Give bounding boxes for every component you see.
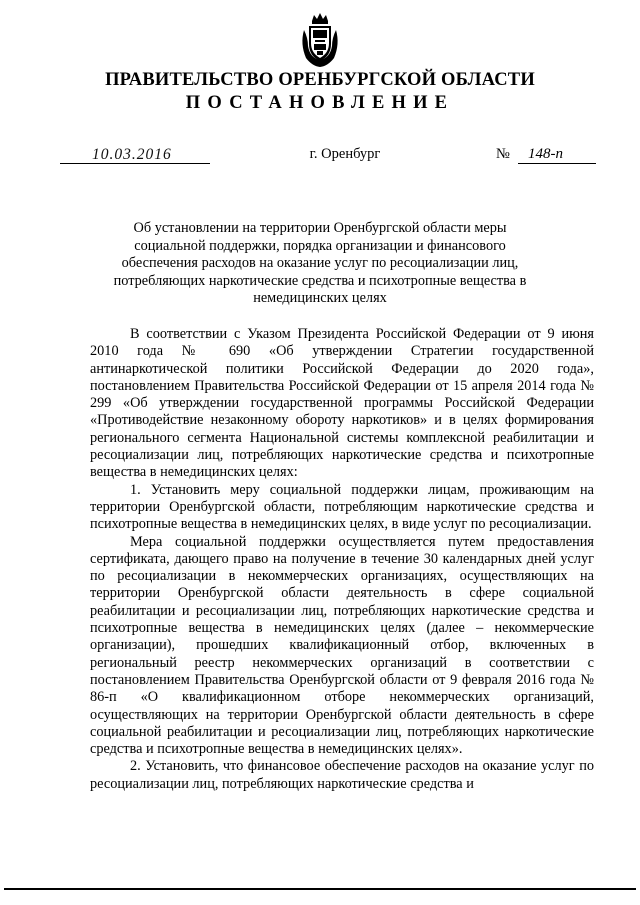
paragraph-support-measure: Мера социальной поддержки осуществляется путем предоставления сертификата, дающего право на получение в течение 30 календарных дней услуг по ресоциализации в некоммерческих организациях, осуществляющих на территории Оренбургской области деятельность в сфере социальной реабилитации и ресоциализации лиц, потребляющих наркотические средства и психотропные вещества в немедицинских целях (далее – некоммерческие организации), прошедших квалификационный отбор, включенных в региональный реестр некоммерческих организаций в соответствии с постановлением Правительства Оренбургской области от 9 февраля 2016 года № 86-п «О квалификационном отборе некоммерческих организаций, осуществляющих на территории Оренбургской области деятельность в сфере социальной реабилитации и ресоциализации лиц, потребляющих наркотические средства и психотропные вещества в немедицинских целях». bbox=[90, 533, 594, 758]
organization-name: ПРАВИТЕЛЬСТВО ОРЕНБУРГСКОЙ ОБЛАСТИ bbox=[105, 70, 535, 90]
paragraph-preamble: В соответствии с Указом Президента Российской Федерации от 9 июня 2010 года № 690 «Об утверждении Стратегии государственной антинаркотической политики Российской Федерации до 2020 года», постановлением Правительства Российской Федерации от 15 апреля 2014 года № 299 «Об утверждении государственной программы Российской Федерации «Противодействие незаконному обороту наркотиков» и в целях формирования регионального сегмента Национальной системы комплексной реабилитации и ресоциализации лиц, потребляющих наркотические средства и психотропные вещества в немедицинских целях: bbox=[90, 326, 594, 481]
coat-of-arms-icon bbox=[298, 12, 342, 68]
paragraph-item-2: 2. Установить, что финансовое обеспечение расходов на оказание услуг по ресоциализации лиц, потребляющих наркотические средства и bbox=[90, 758, 594, 792]
document-number: 148-п bbox=[528, 146, 563, 162]
number-underline bbox=[518, 163, 596, 164]
date-underline bbox=[60, 163, 210, 164]
bottom-rule bbox=[4, 888, 636, 890]
document-title: Об установлении на территории Оренбургской области меры социальной поддержки, порядка организации и финансового обеспечения расходов на оказание услуг по ресоциализации лиц, потребляющих наркотические средства и психотропные вещества в немедицинских целях bbox=[113, 220, 527, 307]
document-type: ПОСТАНОВЛЕНИЕ bbox=[185, 93, 455, 113]
document-city: г. Оренбург bbox=[309, 146, 381, 162]
document-date: 10.03.2016 bbox=[92, 146, 172, 163]
number-label: № bbox=[496, 146, 510, 162]
document-body bbox=[90, 326, 594, 793]
paragraph-item-1: 1. Установить меру социальной поддержки лицам, проживающим на территории Оренбургской области, потребляющим наркотические средства и психотропные вещества в немедицинских целях, в виде услуг по ресоциализации. bbox=[90, 481, 594, 533]
